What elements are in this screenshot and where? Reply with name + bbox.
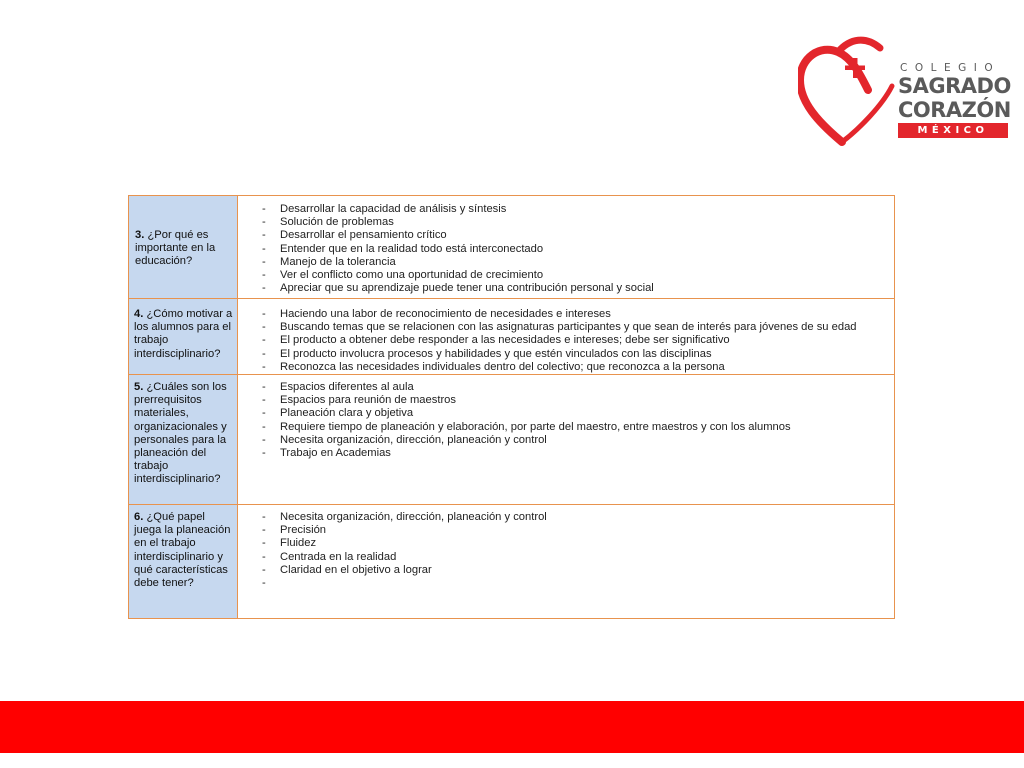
list-item: - Requiere tiempo de planeación y elaboración, por parte del maestro, entre maestros y con los alumnos: [238, 421, 894, 434]
list-item: - Apreciar que su aprendizaje puede tener una contribución personal y social: [238, 282, 894, 295]
question-label: ¿Por qué es importante en la educación?: [135, 229, 216, 268]
list-item: - Ver el conflicto como una oportunidad de crecimiento: [238, 269, 894, 282]
logo-sagrado: SAGRADO: [898, 74, 1011, 98]
list-item: - Desarrollar la capacidad de análisis y síntesis: [238, 203, 894, 216]
list-item: - Reconozca las necesidades individuales dentro del colectivo; que reconozca a la persona: [238, 361, 894, 374]
footer-red-bar: [0, 701, 1024, 753]
question-number: 5.: [134, 381, 144, 394]
list-item: - Precisión: [238, 524, 894, 537]
list-item: - Fluidez: [238, 537, 894, 550]
list-item: - Manejo de la tolerancia: [238, 256, 894, 269]
question-cell: [129, 299, 238, 375]
answer-list: [238, 375, 894, 460]
list-item: - El producto a obtener debe responder a las necesidades e intereses; debe ser significativo: [238, 334, 894, 347]
answer-cell: [238, 375, 895, 505]
question-cell: [129, 196, 238, 299]
question-label: ¿Cómo motivar a los alumnos para el trabajo interdisciplinario?: [134, 308, 233, 360]
question-text: [129, 196, 237, 269]
list-item: - Espacios diferentes al aula: [238, 381, 894, 394]
list-item: - Necesita organización, dirección, planeación y control: [238, 434, 894, 447]
table-row: [129, 375, 895, 505]
question-label: ¿Qué papel juega la planeación en el trabajo interdisciplinario y qué características debe tener?: [134, 511, 231, 590]
question-number: 3.: [135, 229, 145, 241]
list-item: - Espacios para reunión de maestros: [238, 394, 894, 407]
answer-cell: [238, 196, 895, 299]
list-item: - Buscando temas que se relacionen con las asignaturas participantes y que sean de interés para jóvenes de su edad: [238, 321, 894, 334]
list-item: - Haciendo una labor de reconocimiento de necesidades e intereses: [238, 308, 894, 321]
logo-mexico-banner: MÉXICO: [898, 123, 1008, 138]
table-row: [129, 299, 895, 375]
answer-cell: [238, 505, 895, 619]
list-item: - Desarrollar el pensamiento crítico: [238, 229, 894, 242]
answer-list: [238, 299, 894, 374]
interdisciplinary-questions-table: [128, 195, 895, 619]
answer-list: [238, 196, 894, 295]
question-text: [129, 505, 237, 590]
list-item: - Centrada en la realidad: [238, 551, 894, 564]
question-number: 4.: [134, 308, 144, 320]
table-row: [129, 505, 895, 619]
table-row: [129, 196, 895, 299]
logo-corazon: CORAZÓN: [898, 98, 1011, 122]
question-cell: [129, 505, 238, 619]
question-number: 6.: [134, 511, 144, 524]
answer-list: [238, 505, 894, 577]
answer-cell: [238, 299, 895, 375]
list-item: - El producto involucra procesos y habilidades y que estén vinculados con las disciplinas: [238, 348, 894, 361]
list-item: - Planeación clara y objetiva: [238, 407, 894, 420]
list-item: - Trabajo en Academias: [238, 447, 894, 460]
list-item: - Necesita organización, dirección, planeación y control: [238, 511, 894, 524]
list-item: - Claridad en el objetivo a lograr: [238, 564, 894, 577]
question-text: [129, 375, 237, 487]
logo-colegio: COLEGIO: [900, 62, 1001, 74]
question-label: ¿Cuáles son los prerrequisitos materiales, organizacionales y personales para la planeación del trabajo interdisciplinario?: [134, 381, 227, 486]
list-item: - Solución de problemas: [238, 216, 894, 229]
question-cell: [129, 375, 238, 505]
list-item: - Entender que en la realidad todo está interconectado: [238, 243, 894, 256]
question-text: [129, 299, 237, 361]
